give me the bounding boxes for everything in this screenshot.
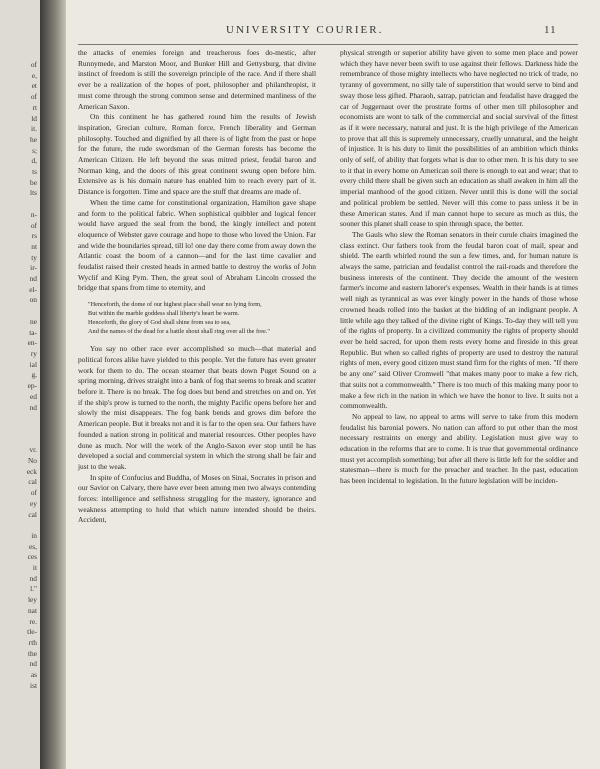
facing-page-fragment	[0, 520, 40, 531]
book-gutter	[40, 0, 66, 769]
facing-page-fragment: rs	[31, 231, 37, 241]
left-column	[78, 48, 316, 526]
facing-page-fragment: ey	[30, 498, 37, 508]
paragraph: In spite of Confucius and Buddha, of Moses on Sinai, Socrates in prison and our Savior on Calvary, there have ever been among men two always contending forces: intelligence and selfishness struggling for the mastery, ignorance and weakness attempting to hold that which nature intended should be theirs. Accident,	[78, 472, 317, 525]
facing-page-fragment: ld	[31, 113, 37, 123]
facing-page-fragment: nd	[29, 274, 37, 284]
facing-page-fragment: in	[31, 530, 37, 540]
facing-page-fragment	[0, 199, 40, 210]
facing-page-fragment: the	[27, 648, 37, 658]
facing-page-fragment	[0, 435, 40, 446]
poem-line: "Henceforth, the dome of our highest place shall wear no lying form,	[88, 301, 262, 309]
facing-page-fragment: l."	[30, 584, 37, 594]
facing-page-fragment: No	[27, 456, 37, 466]
facing-page-fragment: of	[30, 92, 37, 102]
header-rule	[78, 44, 578, 45]
facing-page-fragment: cal	[28, 509, 37, 519]
paragraph: physical strength or superior ability have given to some men place and power which they have never been swift to use against their fellows. Darkness hide the remembrance of those mighty intellects who have neglected no trick of trade, no tyranny of government, no silly tale of superstition that would serve to bind and sway those less gifted. Pharaoh, satrap, patrician and feudalist have dragged the car of Juggernaut over the prostrate forms of other men till philosopher and economists are wont to talk of the commercial and social survival of the fittest as if it were necessary, natural and just. It is the high privilege of the American to prove that all this is supremely unnecessary, cruelly unnatural, and the height of injustice. It is his duty to limit the possibilities of an ambition which thinks only of self, of ability that forgets what is due to other men. It is his duty to see to it that in every home on American soil there is enough to eat and wear; that to every child there shall be given such an education as shall awaken in him all the imperial manhood of the good citizen. Never until this is done will the social and political problem be settled. Never will this come to pass unless it be in these American states. And if man cannot hope to secure as much as this, the sooner this planet shall cease to spin through space, the better.	[340, 48, 578, 229]
facing-page-fragment: vr.	[29, 445, 37, 455]
facing-page-fragment: nt	[31, 241, 37, 251]
facing-page-fragment: e,	[31, 70, 37, 80]
facing-page-fragment: g,	[31, 370, 37, 380]
facing-page-fragment: ces	[27, 552, 37, 562]
paragraph: On this continent he has gathered round him the results of Jewish inspiration, Grecian culture, Roman force, French liberality and German philosophy. Touched and dignified by all there is of light from the past or hope for the future, the rude swordsman of the German forests has become the American Citizen. He left beyond the seas mitred priest, feudal baron and Norman king, and the doors of this great continent swung open before him. Extensive as is his domain nature has enabled him to reach every part of it. Distance is forgotten. Time and space are the stuff that dreams are made of.	[78, 112, 316, 197]
facing-page-fragment: ial	[29, 359, 37, 369]
poem-line: Henceforth, the glory of God shall shine from sea to sea,	[88, 319, 231, 327]
facing-page-fragment: ry	[30, 348, 37, 358]
poem-line: And the names of the dead for a battle shout shall ring over all the free."	[88, 328, 270, 336]
right-column	[340, 48, 578, 487]
facing-page-fragment: n-	[30, 209, 37, 219]
facing-page-fragment: eck	[26, 466, 37, 476]
facing-page-fragment: it	[32, 563, 37, 573]
newspaper-page	[66, 0, 600, 769]
facing-page-fragment: ts	[32, 167, 37, 177]
facing-page-fragment	[0, 424, 40, 435]
paragraph: You say no other race ever accomplished so much—that material and political forces alike have yielded to this people. Yet the future has even greater work for them to do. The ocean steamer that beats down Puget Sound on a spring morning, drives straight into a bank of fog that seems to break and scatter before it. There is no break. The fog does but bend and stretches on and on. Yet if the ship's prow is turned to the north, the mighty Pacific opens before her and slowly the mist disappears. The fog bank bends and grows dim before the American people. But it breaks not and it is far to the open sea. Our fathers have founded a nation strong in political and material resources. Other peoples have done as much. Nor will the work of the Anglo-Saxon ever stop until he has developed a social and commercial system in which the strong shall be fair and just to the weak.	[78, 344, 316, 471]
facing-page-fragment	[0, 306, 40, 317]
facing-page-fragment: ir-	[30, 263, 37, 273]
facing-page-fragment: tle-	[27, 627, 37, 637]
facing-page-fragment: on	[29, 295, 37, 305]
paragraph: The Gauls who slew the Roman senators in their curule chairs imagined the class extinct. Our fathers took from the feudal baron coat of mail, spear and shield. The earth whirled round the sun a few times, and, for human nature is always the same, patrician and feudalist control the rail-roads and therefore the business interests of the continent. They decide the amount of the western farmer's income and eastern laborer's expenses. Wealth in their hands is at times well nigh as tyrannical as was ever kingly power in the hands of those whose crowned heads rolled into the basket at the bidding of an indignant people. A little while ago they talked of the divine right of Kings. To-day they will tell you of the rights of property. In a civilized community the rights of property should ever be held sacred, for upon them rests every home and fireside in this great Republic. But when so called rights of property are used to destroy the natural rights of men, every good citizen must stand firm for the rights of men. "If there be any one" said Oliver Cromwell "that makes many poor to make a few rich, that suits not a commonwealth." There is too much of this making many poor to make a few rich in the nation in which we have the honor to live. It suits not a commonwealth.	[340, 229, 578, 411]
facing-page-edge	[0, 0, 41, 769]
facing-page-fragment: rt	[32, 102, 37, 112]
facing-page-fragment: be	[30, 177, 37, 187]
publication-title: UNIVERSITY COURIER.	[226, 24, 384, 36]
facing-page-fragment: nat	[27, 605, 37, 615]
facing-page-fragment: ed	[30, 391, 37, 401]
facing-page-fragment: of	[30, 220, 37, 230]
facing-page-fragment: s;	[32, 145, 37, 155]
facing-page-fragment: as	[30, 670, 37, 680]
facing-page-fragment: ep-	[27, 381, 37, 391]
facing-page-fragment: ty	[31, 252, 37, 262]
facing-page-fragment: nd	[29, 659, 37, 669]
facing-page-fragment: of	[30, 488, 37, 498]
facing-page-fragment: et	[31, 81, 37, 91]
facing-page-fragment: rth	[28, 637, 37, 647]
facing-page-fragment: es,	[28, 541, 37, 551]
facing-page-fragment: d,	[31, 156, 37, 166]
facing-page-fragment: nd	[29, 573, 37, 583]
facing-page-fragment: el-	[29, 284, 37, 294]
facing-page-text-fragments	[0, 0, 40, 691]
facing-page-fragment: ne	[30, 316, 37, 326]
facing-page-fragment: cal	[28, 477, 37, 487]
facing-page-fragment: it.	[31, 124, 37, 134]
poem-line: But within the marble goddess shall liberty's heart be warm.	[88, 310, 240, 318]
paragraph: No appeal to law, no appeal to arms will serve to take from this modern feudalist his baronial powers. No nation can afford to put other than the most necessary restraints on energy and ability. Legislation must give way to education in the reforms that are to come. It is true that governmental ordinance must yet accomplish something; but after all there is little left for the soldier and statesman—there is much for the preacher and teacher. In the past, education has been incidental to legislation. In the future legislation will be inciden-	[340, 411, 578, 486]
paragraph: When the time came for constitutional organization, Hamilton gave shape and form to the political fabric. When sophistical quibbler and logical fencer would have argued the seal from the bond, the kingly intellect and potent eloquence of Webster gave courage and hope to those who loved the Union. Far and wide the boundaries spread, till lo! one day there come from away down the Atlantic coast the boom of a cannon—and for the last time cavalier and feudalist raised their crested heads in armed battle to destroy the works of John Wyclif and King Pym. Then, the great soul of Abraham Lincoln crossed the bridge that spans from time to eternity, and	[78, 197, 316, 293]
facing-page-fragment: of	[30, 60, 37, 69]
facing-page-fragment: ist	[30, 680, 37, 690]
facing-page-fragment: re.	[29, 616, 37, 626]
paragraph: the attacks of enemies foreign and treacherous foes do-mestic, after Runnymede, and Marston Moor, and Bunker Hill and Gettysburg, that divine instinct of freedom is still the sovereign principle of the race. And if there shall ever be a realization of the hopes of poet, philosopher and philanthropist, it must come through the strong common sense and determined manliness of the American Saxon.	[78, 48, 316, 111]
running-header	[66, 24, 600, 38]
facing-page-fragment: lts	[30, 188, 37, 198]
facing-page-fragment: en-	[27, 338, 37, 348]
page-number: 11	[544, 24, 557, 36]
facing-page-fragment: nd	[29, 402, 37, 412]
facing-page-fragment: he	[30, 134, 37, 144]
facing-page-fragment	[0, 413, 40, 424]
poem-quote	[78, 300, 316, 336]
facing-page-fragment: ley	[27, 595, 37, 605]
facing-page-fragment: ta-	[29, 327, 37, 337]
